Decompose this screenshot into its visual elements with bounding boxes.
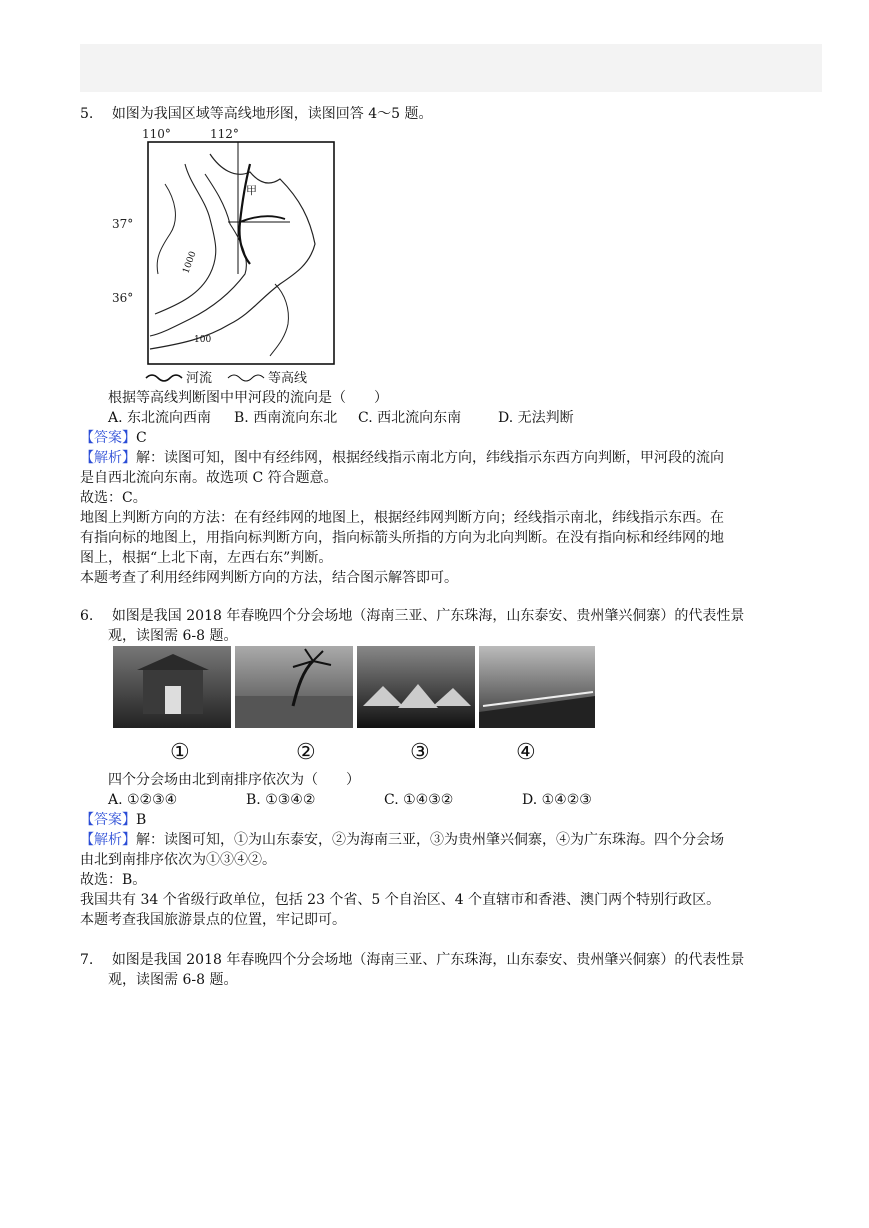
contour-map: [110, 124, 350, 384]
q6-note-1: 我国共有 34 个省级行政单位，包括 23 个省、5 个自治区、4 个直辖市和香港、澳门两个特别行政区。: [80, 892, 721, 908]
q6-option-c[interactable]: C. ①④③②: [384, 792, 454, 808]
q5-option-d[interactable]: D. 无法判断: [498, 410, 574, 426]
q5-stem-line: [80, 104, 810, 124]
header-bar: [80, 44, 822, 92]
q6-answer: B: [136, 812, 147, 828]
q6-analysis-tag: 【解析】: [80, 832, 136, 848]
q5-note-1: 地图上判断方向的方法：在有经纬网的地图上，根据经纬网判断方向；经线指示南北，纬线指示东西。在: [80, 510, 724, 526]
q5-answer-line: [80, 428, 810, 448]
q5-answer-tag: 【答案】: [80, 430, 136, 446]
q5-note-3: 图上，根据“上北下南，左西右东”判断。: [80, 550, 333, 566]
river-main: [239, 164, 250, 264]
river-branch: [240, 216, 285, 222]
map-label-jia: 甲: [246, 184, 257, 197]
q5-note-2: 有指向标的地图上，用指向标判断方向，指向标箭头所指的方向为北向判断。在没有指向标和经纬网的地: [80, 530, 724, 546]
photo-3-zhaoxing: [357, 646, 475, 728]
photo-label-3: ③: [410, 740, 430, 765]
map-lat-37: 37°: [112, 217, 134, 231]
legend-contour-label: 等高线: [268, 371, 308, 384]
q5-option-c[interactable]: C. 西北流向东南: [358, 410, 462, 426]
q6-choose: 故选：B。: [80, 872, 147, 888]
q6-answer-line: [80, 810, 810, 830]
photo-label-4: ④: [516, 740, 536, 765]
q7-stem-1: 如图是我国 2018 年春晚四个分会场地（海南三亚、广东珠海，山东泰安、贵州肇兴侗寨）的代表性景: [111, 952, 745, 968]
q5-analysis-1: 解：读图可知，图中有经纬网，根据经线指示南北方向，纬线指示东西方向判断，甲河段的流向: [136, 450, 724, 466]
q7-number: 7.: [80, 952, 94, 968]
q5-question: 根据等高线判断图中甲河段的流向是（ ）: [108, 390, 388, 406]
map-lon-112: 112°: [210, 127, 239, 141]
q5-note-4: 本题考查了利用经纬网判断方向的方法，结合图示解答即可。: [80, 570, 458, 586]
q6-stem-2: 观，读图需 6-8 题。: [108, 628, 238, 644]
q6-option-a[interactable]: A. ①②③④: [108, 792, 178, 808]
q6-answer-tag: 【答案】: [80, 812, 136, 828]
q6-stem-line-1: [80, 606, 810, 626]
photo-2-sanya: [235, 646, 353, 728]
map-lat-36: 36°: [112, 291, 134, 305]
q5-analysis-tag: 【解析】: [80, 450, 136, 466]
q6-number: 6.: [80, 608, 94, 624]
contour-line-e: [270, 284, 288, 356]
contour-line-c: [155, 164, 216, 314]
q6-stem-1: 如图是我国 2018 年春晚四个分会场地（海南三亚、广东珠海，山东泰安、贵州肇兴侗寨）的代表性景: [111, 608, 745, 624]
q6-options: [108, 790, 838, 810]
map-lon-110: 110°: [142, 127, 171, 141]
q6-question: 四个分会场由北到南排序依次为（ ）: [108, 772, 360, 788]
q6-analysis-line-1: [80, 830, 810, 850]
q5-option-a[interactable]: A. 东北流向西南: [108, 410, 212, 426]
map-frame: [148, 142, 334, 364]
legend-contour-symbol: [228, 375, 264, 381]
photo-label-2: ②: [296, 740, 316, 765]
q5-option-b[interactable]: B. 西南流向东北: [234, 410, 338, 426]
q5-number: 5.: [80, 106, 94, 122]
contour-label-100: 100: [194, 335, 212, 345]
q5-options: [108, 408, 838, 428]
contour-label-1000: 1000: [181, 250, 199, 276]
q5-choose: 故选：C。: [80, 490, 147, 506]
photo-4-zhuhai: [479, 646, 595, 728]
landmark-photos: [113, 646, 595, 728]
contour-line-a: [150, 154, 315, 349]
q6-note-2: 本题考查我国旅游景点的位置，牢记即可。: [80, 912, 346, 928]
q5-analysis-2: 是自西北流向东南。故选项 C 符合题意。: [80, 470, 338, 486]
contour-line-d: [157, 184, 175, 274]
q5-analysis-line-1: [80, 448, 810, 468]
q6-option-d[interactable]: D. ①④②③: [522, 792, 592, 808]
legend-river-symbol: [146, 375, 182, 381]
q5-answer: C: [136, 430, 147, 446]
q7-stem-line-1: [80, 950, 810, 970]
q6-analysis-1: 解：读图可知，①为山东泰安，②为海南三亚，③为贵州肇兴侗寨，④为广东珠海。四个分会场: [136, 832, 724, 848]
photo-label-1: ①: [170, 740, 190, 765]
legend-river-label: 河流: [186, 371, 213, 384]
contour-line-b: [150, 174, 246, 336]
q6-analysis-2: 由北到南排序依次为①③④②。: [80, 852, 276, 868]
q5-stem: 如图为我国区域等高线地形图，读图回答 4～5 题。: [111, 106, 433, 122]
q6-option-b[interactable]: B. ①③④②: [246, 792, 316, 808]
q7-stem-2: 观，读图需 6-8 题。: [108, 972, 238, 988]
photo-1-taian: [113, 646, 231, 728]
